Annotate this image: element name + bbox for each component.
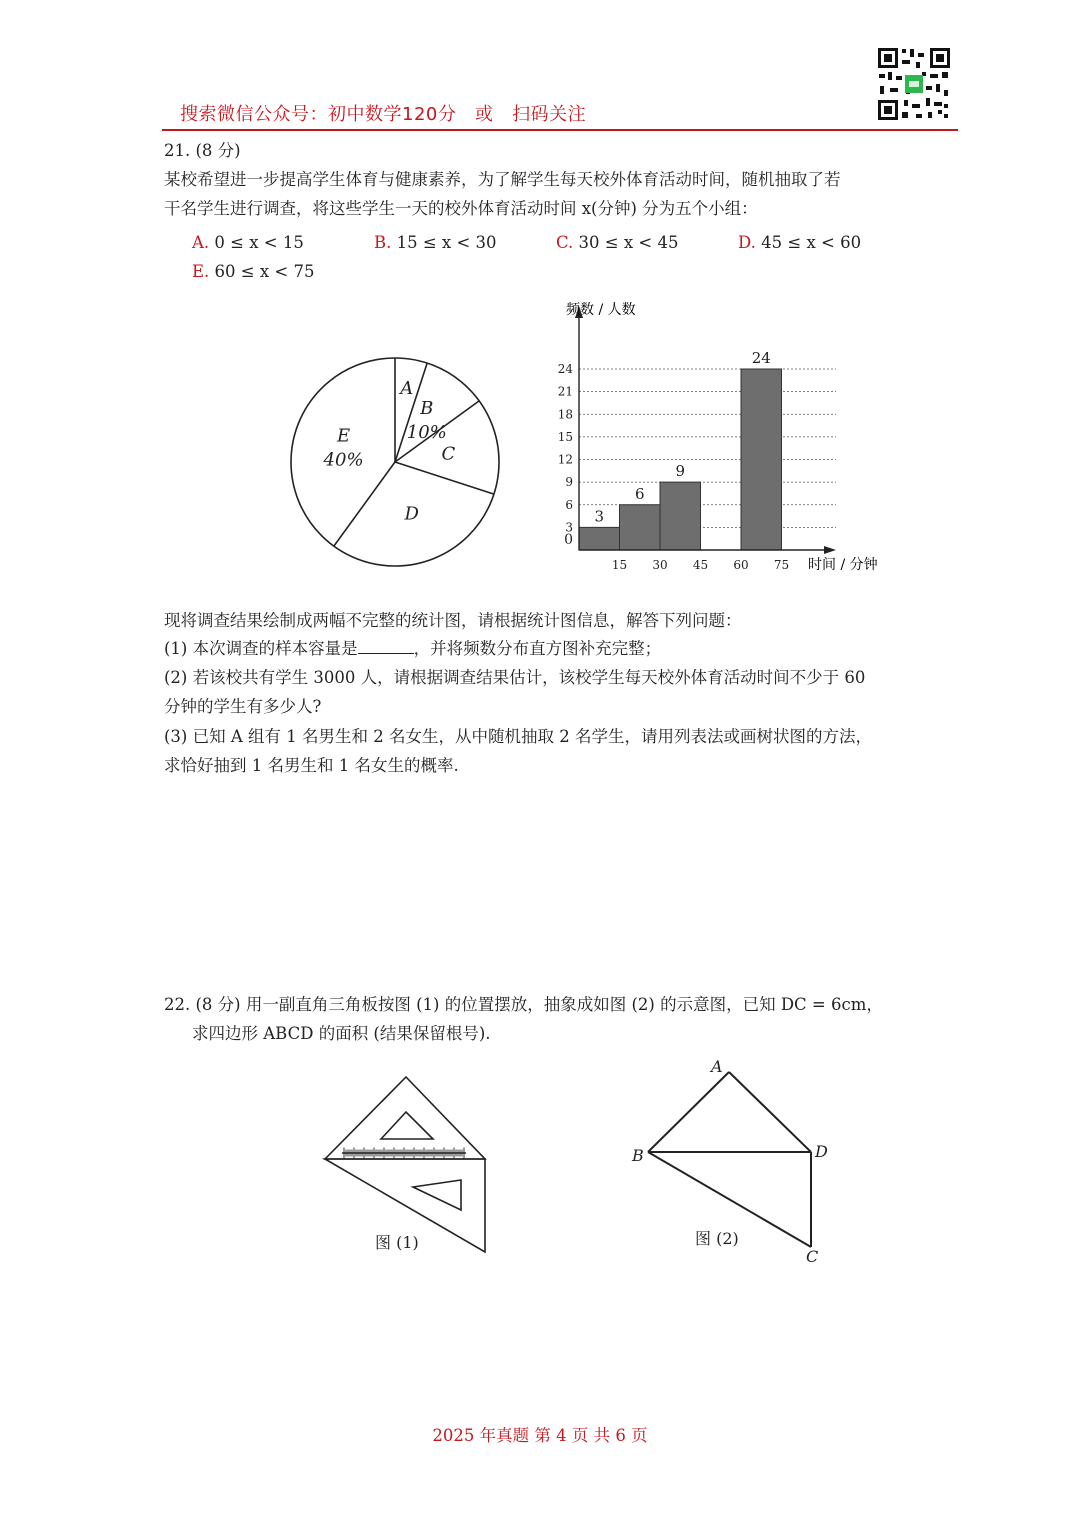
pie-label-b: B [420,398,434,420]
set-square-45 [325,1077,485,1159]
q21-after-text: 现将调查结果绘制成两幅不完整的统计图，请根据统计图信息，解答下列问题： [164,611,742,630]
histogram-bar-30-45 [660,482,701,550]
figure-2-caption: 图 (2) [695,1229,739,1248]
histogram-bar-15-30 [620,505,661,550]
bar-data-label-15-30: 6 [634,484,645,503]
q21-title: 21. (8 分) [164,141,241,160]
q21-part2-line2: 分钟的学生有多少人? [164,697,322,716]
segment-ad [729,1072,811,1152]
q21-part3-line2: 求恰好抽到 1 名男生和 1 名女生的概率. [164,756,459,775]
q21-part1-b: ，并将频数分布直方图补充完整； [413,639,662,658]
page-footer: 2025 年真题 第 4 页 共 6 页 [432,1426,648,1445]
option-c-letter: C. [556,233,574,252]
bar-data-label-60-75: 24 [751,349,771,367]
segment-ab [648,1072,729,1152]
y-tick-label-15: 15 [557,429,573,444]
q21-stem-line2: 干名学生进行调查，将这些学生一天的校外体育活动时间 x(分钟) 分为五个小组： [164,199,758,218]
option-e-letter: E. [192,262,210,281]
q21-part1 [164,636,661,662]
pie-label-c: C [441,443,456,465]
figure-1-set-squares [320,1072,495,1257]
qr-code-icon [876,46,952,122]
header-divider [162,129,958,131]
option-e [192,262,314,281]
q21-stem-line1: 某校希望进一步提高学生体育与健康素养，为了解学生每天校外体育活动时间，随机抽取了若 [164,170,841,189]
x-tick-label-45: 45 [692,558,709,572]
option-a-letter: A. [192,233,210,252]
option-c [556,233,678,252]
option-d [738,233,861,252]
x-tick-label-75: 75 [773,558,790,572]
x-tick-label-60: 60 [733,558,749,572]
bar-data-label-0-15: 3 [594,507,605,526]
set-square-30-60-hole [413,1180,461,1210]
pie-label-d: D [404,503,419,525]
pie-percent-e: 40% [323,449,364,471]
y-tick-label-21: 21 [557,384,573,399]
answer-blank [358,637,414,654]
x-tick-label-15: 15 [611,558,628,572]
pie-percent-b: 10% [406,422,447,444]
q21-part3-line1: (3) 已知 A 组有 1 名男生和 2 名女生，从中随机抽取 2 名学生，请用列表法或画树状图的方法， [164,727,872,746]
y-tick-label-12: 12 [557,452,573,467]
histogram-chart [548,292,898,577]
option-a [192,233,304,252]
y-tick-label-9: 9 [565,475,573,490]
header-banner-text: 搜索微信公众号：初中数学120分 或 扫码关注 [180,104,587,125]
q22-stem-line1: 22. (8 分) 用一副直角三角板按图 (1) 的位置摆放，抽象成如图 (2) 的示意图，已知 DC = 6cm， [164,995,883,1014]
y-tick-label-6: 6 [565,497,573,512]
pie-label-e: E [336,425,351,447]
q21-part2-line1: (2) 若该校共有学生 3000 人，请根据调查结果估计，该校学生每天校外体育活动时间不少于 60 [164,668,866,687]
y-tick-label-3: 3 [565,520,573,535]
pie-label-a: A [400,378,414,400]
option-c-text: 30 ≤ x < 45 [578,233,679,252]
histogram-x-axis-label: 时间 / 分钟 [808,557,878,573]
y-tick-label-18: 18 [557,407,573,422]
bar-data-label-30-45: 9 [675,462,686,481]
q21-part1-a: (1) 本次调查的样本容量是 [164,639,358,658]
option-d-letter: D. [738,233,756,252]
figure-2-quadrilateral [620,1052,840,1272]
y-tick-label-0: 0 [564,532,573,548]
pie-chart [285,352,505,572]
q22-stem-line2: 求四边形 ABCD 的面积 (结果保留根号). [192,1024,491,1043]
x-tick-label-30: 30 [652,558,668,572]
option-e-text: 60 ≤ x < 75 [214,262,315,281]
option-b-text: 15 ≤ x < 30 [396,233,497,252]
point-c-label: C [806,1247,819,1266]
set-square-45-hole [381,1112,433,1139]
option-b-letter: B. [374,233,392,252]
point-b-label: B [632,1146,644,1165]
figure-1-caption: 图 (1) [375,1233,419,1252]
option-a-text: 0 ≤ x < 15 [214,233,304,252]
histogram-y-axis-label: 频数 / 人数 [566,302,636,318]
point-a-label: A [711,1057,723,1076]
x-axis-arrow [824,546,836,554]
histogram-bar-60-75 [741,369,782,550]
y-tick-label-24: 24 [557,362,573,376]
option-b [374,233,497,252]
histogram-bar-0-15 [579,527,620,550]
point-d-label: D [815,1142,828,1161]
option-d-text: 45 ≤ x < 60 [761,233,862,252]
